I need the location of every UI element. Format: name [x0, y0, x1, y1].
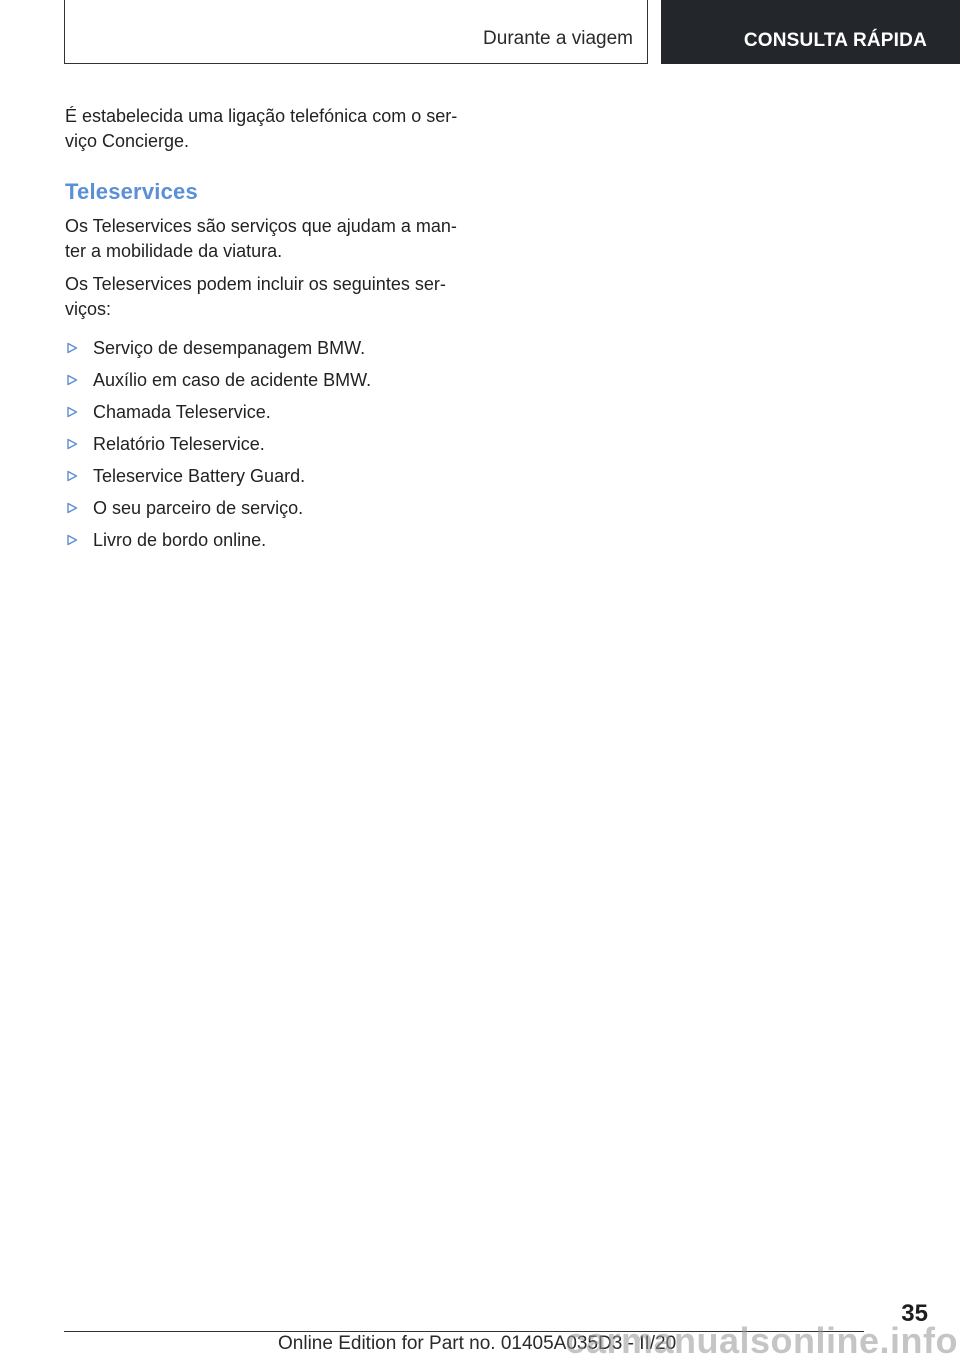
watermark: carmanualsonline.info: [565, 1320, 958, 1361]
page-content: [65, 104, 485, 556]
list-item: [65, 364, 485, 396]
footer-edition-text: Online Edition for Part no. 01405A035D3 - II/20: [278, 1333, 677, 1354]
header-chapter-box: [661, 0, 960, 64]
triangle-right-icon: [65, 342, 93, 354]
list-item: [65, 524, 485, 556]
list-item: [65, 492, 485, 524]
body-paragraph: Os Teleservices são serviços que ajudam a man- ter a mobilidade da viatura.: [65, 216, 457, 261]
list-item-text: Serviço de desempanagem BMW.: [93, 337, 366, 358]
list-item-text: Livro de bordo online.: [93, 529, 267, 550]
page-number: 35: [901, 1300, 928, 1327]
list-item-text: Chamada Teleservice.: [93, 401, 271, 422]
list-item-text: Teleservice Battery Guard.: [93, 465, 306, 486]
list-item-text: O seu parceiro de serviço.: [93, 497, 304, 518]
triangle-right-icon: [65, 502, 93, 514]
header-section-label: Durante a viagem: [483, 28, 633, 49]
body-paragraph: Os Teleservices podem incluir os seguintes ser- viços:: [65, 274, 446, 319]
header-section-box: [64, 0, 648, 64]
triangle-right-icon: [65, 374, 93, 386]
services-list: [65, 332, 485, 556]
list-item: [65, 396, 485, 428]
triangle-right-icon: [65, 406, 93, 418]
list-item-text: Relatório Teleservice.: [93, 433, 265, 454]
header-chapter-label: CONSULTA RÁPIDA: [743, 30, 927, 51]
list-item-text: Auxílio em caso de acidente BMW.: [93, 369, 372, 390]
triangle-right-icon: [65, 470, 93, 482]
intro-paragraph: É estabelecida uma ligação telefónica com o ser- viço Concierge.: [65, 106, 458, 151]
section-heading-teleservices: Teleservices: [65, 179, 198, 204]
triangle-right-icon: [65, 534, 93, 546]
list-item: [65, 460, 485, 492]
list-item: [65, 428, 485, 460]
triangle-right-icon: [65, 438, 93, 450]
list-item: [65, 332, 485, 364]
